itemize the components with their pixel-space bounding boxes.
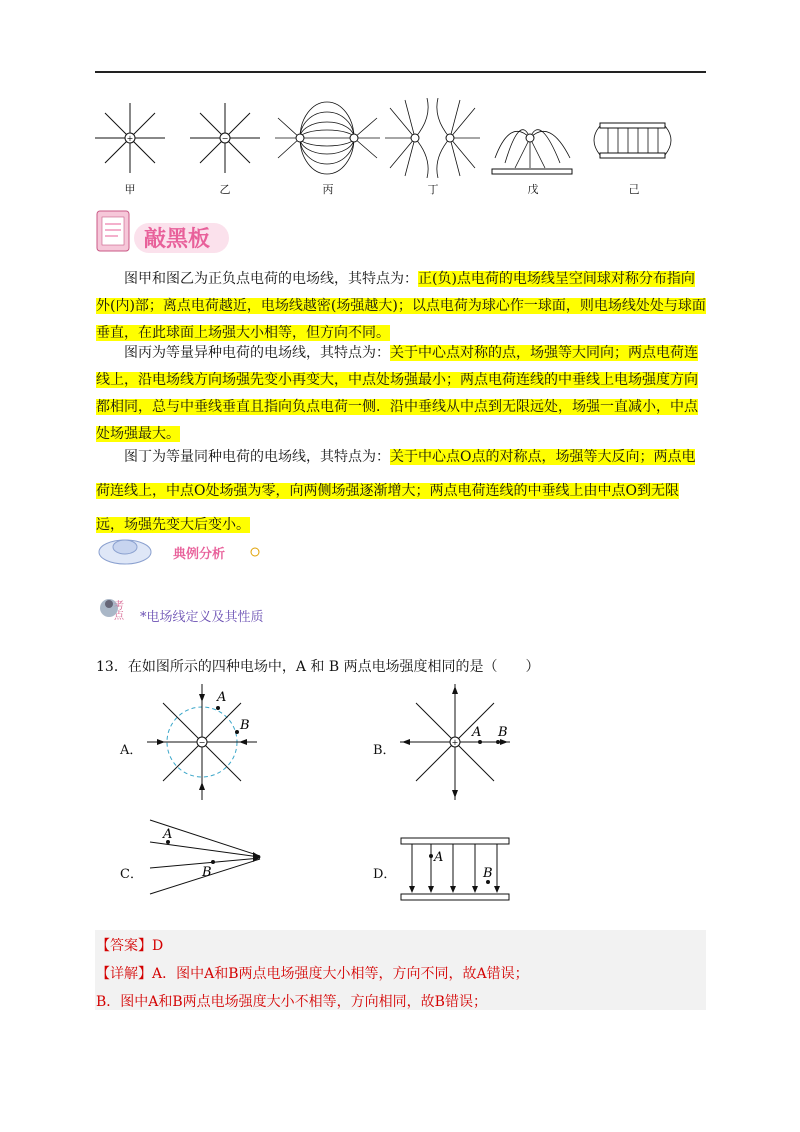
- figure-opposite-charges: [275, 98, 380, 178]
- svg-text:B: B: [483, 866, 493, 881]
- svg-text:A: A: [434, 850, 444, 865]
- paragraph-opposite-charges: 图丙为等量异种电荷的电场线，其特点为：关于中心点对称的点，场强等大同向；两点电荷连线上，沿电场线方向场强先变小再变大，中点处场强最小；两点电荷连线的中垂线上电场强度方向都相同，总与中垂线垂直且指向负点电荷一侧．沿中垂线从中点到无限远处，场强一直减小，中点处场强最大。: [96, 345, 698, 442]
- paragraph-point-charge: 图甲和图乙为正负点电荷的电场线，其特点为：正(负)点电荷的电场线呈空间球对称分布指向外(内)部；离点电荷越近，电场线越密(场强越大)；以点电荷为球心作一球面，则电场线处处与球面垂直，在此球面上场强大小相等，但方向不同。: [96, 271, 706, 341]
- svg-text:−: −: [221, 134, 229, 143]
- answer-tag: 【答案】: [96, 938, 152, 954]
- question-stem: 13．在如图所示的四种电场中，A 和 B 两点电场强度相同的是（ ）: [96, 659, 540, 675]
- svg-text:A: A: [163, 827, 173, 842]
- figure-charge-and-plate: [490, 98, 575, 178]
- option-d-diagram: [398, 834, 513, 904]
- banner-title: 敲黑板: [144, 227, 211, 252]
- field-line-figure-row: [95, 98, 706, 198]
- option-b-diagram: [398, 680, 523, 805]
- figure-positive-charge: [95, 98, 165, 178]
- detail-line-1: 【详解】A．图中A和B两点电场强度大小相等，方向不同，故A错误；: [96, 966, 529, 982]
- figure-like-charges: [385, 98, 480, 178]
- svg-text:A: A: [472, 725, 482, 740]
- svg-text:+: +: [451, 738, 459, 747]
- option-c-diagram: [145, 812, 265, 902]
- paragraph-like-charges: 图丁为等量同种电荷的电场线，其特点为：关于中心点O点的对称点，场强等大反向；两点电荷连线上，中点O处场强为零，向两侧场强逐渐增大；两点电荷连线的中垂线上由中点O到无限远，场强先变大后变小。: [96, 449, 696, 533]
- figure-label-yi: 乙: [219, 183, 231, 196]
- figure-label-bing: 丙: [322, 183, 334, 196]
- option-b-label: B．: [373, 743, 396, 758]
- blackboard-banner: [94, 207, 234, 257]
- answer-line: [96, 935, 163, 955]
- detail-line-2: B．图中A和B两点电场强度大小不相等，方向相同，故B错误；: [96, 994, 487, 1010]
- option-c-label: C．: [120, 867, 143, 882]
- figure-label-jia: 甲: [124, 183, 136, 196]
- figure-negative-charge: [190, 98, 260, 178]
- answer-value: D: [152, 938, 164, 954]
- option-d-label: D．: [373, 867, 397, 882]
- example-banner: [95, 530, 265, 575]
- example-banner-text: 典例分析: [173, 547, 226, 562]
- header-rule: [95, 71, 706, 73]
- option-a-label: A．: [120, 743, 143, 758]
- svg-text:−: −: [198, 738, 206, 747]
- svg-text:B: B: [202, 865, 212, 880]
- kaodian-badge: [95, 580, 140, 635]
- detail-tag: 【详解】: [96, 966, 152, 982]
- svg-text:A: A: [217, 690, 227, 705]
- figure-label-ji: 己: [628, 183, 640, 196]
- figure-label-ding: 丁: [427, 183, 439, 196]
- svg-text:+: +: [126, 134, 134, 143]
- svg-text:B: B: [498, 725, 508, 740]
- svg-text:B: B: [240, 718, 250, 733]
- option-a-diagram: [145, 680, 260, 805]
- figure-label-wu: 戊: [527, 183, 539, 196]
- topic-label: *电场线定义及其性质: [140, 610, 264, 625]
- figure-parallel-plates: [590, 98, 675, 178]
- kaodian-label: 考点: [111, 600, 123, 620]
